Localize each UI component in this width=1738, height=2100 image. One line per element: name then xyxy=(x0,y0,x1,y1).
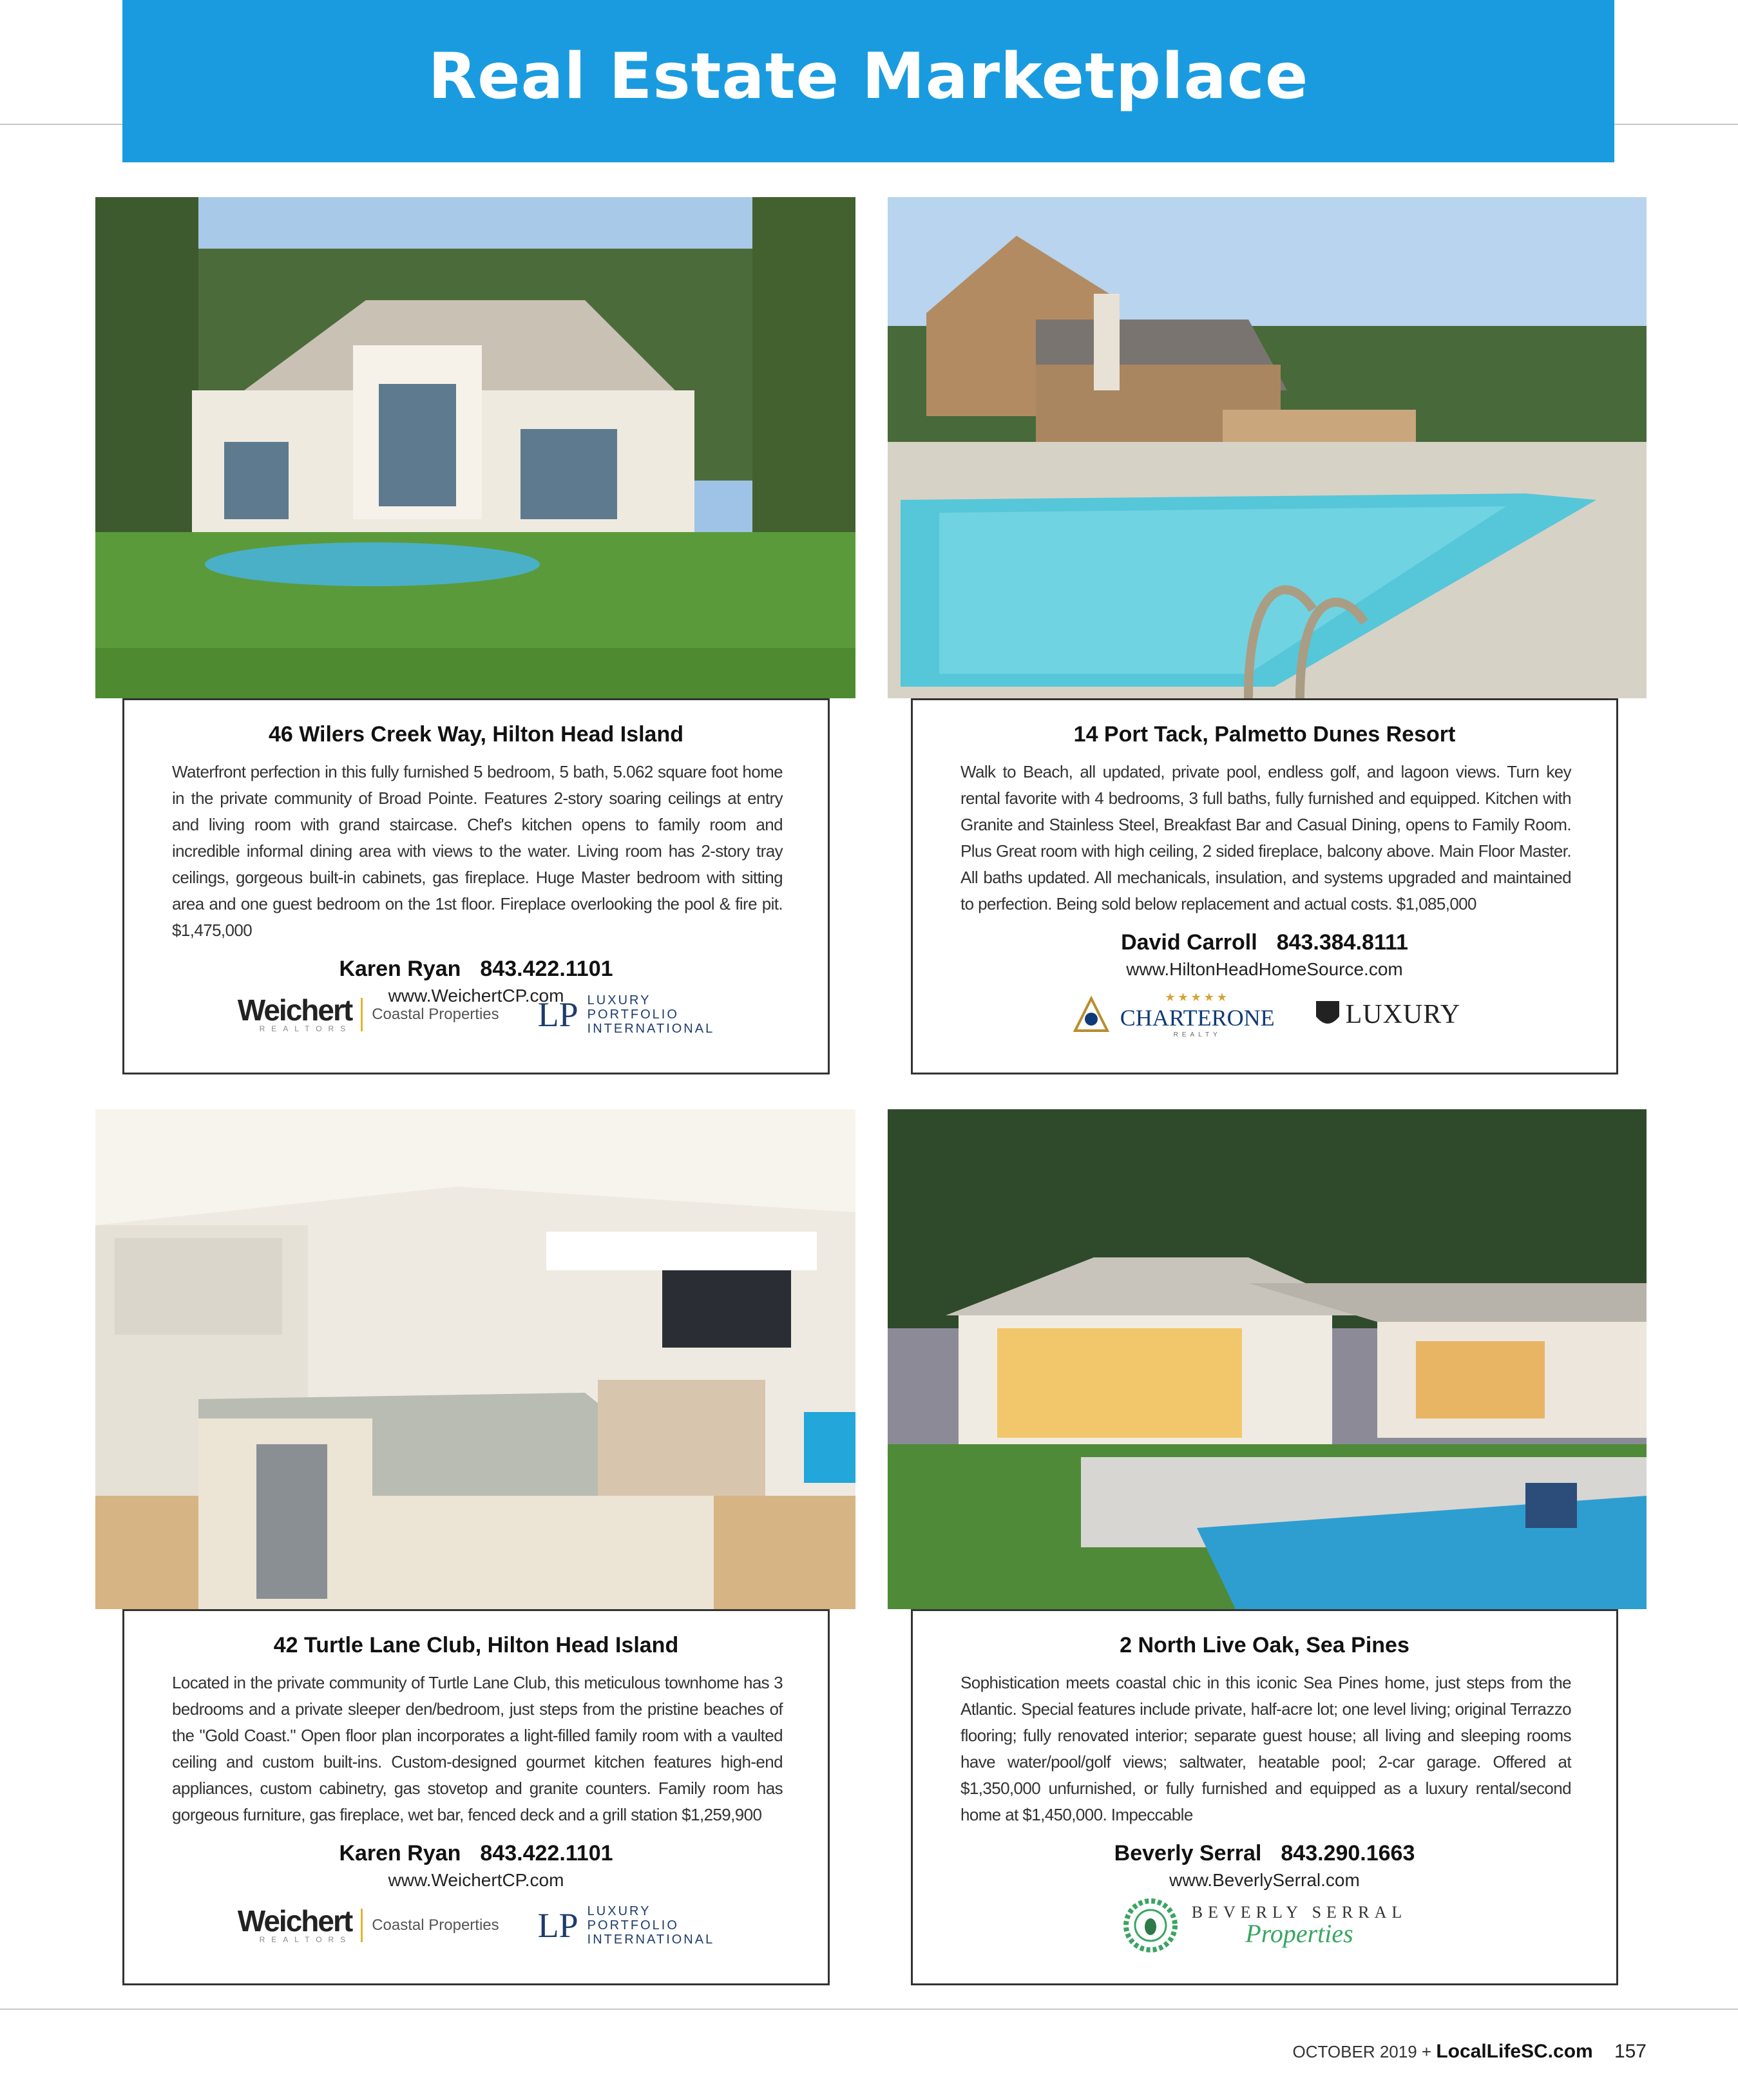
agent-website-link[interactable]: www.HiltonHeadHomeSource.com xyxy=(1126,959,1403,979)
sextant-icon xyxy=(1069,992,1114,1037)
lion-crest-icon xyxy=(1313,997,1342,1032)
agent-name: David Carroll xyxy=(1121,930,1257,955)
luxury-portfolio-logo xyxy=(538,993,715,1036)
page-number: 157 xyxy=(1614,2041,1647,2062)
charterone-wordmark: CHARTERONE xyxy=(1120,1005,1275,1031)
bee-emblem-icon xyxy=(1122,1897,1179,1954)
lpi-line-3: INTERNATIONAL xyxy=(587,1022,715,1036)
agent-name: Beverly Serral xyxy=(1114,1841,1262,1866)
listing-address: 2 North Live Oak, Sea Pines xyxy=(1120,1633,1409,1657)
properties-script: Properties xyxy=(1245,1918,1353,1948)
agent-phone[interactable]: 843.422.1101 xyxy=(480,1841,613,1866)
weichert-sub: REALTORS xyxy=(259,1024,352,1033)
agent-name: Karen Ryan xyxy=(339,1841,461,1866)
listing-description: Walk to Beach, all updated, private pool, endless golf, and lagoon views. Turn key rental favorite with 4 bedrooms, 3 full baths, fully furnished and equipped. Kitchen with Granite and Stainless Steel, Breakfast Bar and Casual Dining, opens to Family Room. Plus Great room with high ceiling, 2 sided fireplace, balcony above. Main Floor Master. All baths updated. All mechanicals, insulation, and systems upgraded and maintained to perfection. Being sold below replacement and actual costs. $1,085,000 xyxy=(960,762,1571,913)
weichert-wordmark: Weichert xyxy=(237,1904,352,1938)
weichert-logo xyxy=(237,993,499,1033)
logo-divider xyxy=(361,998,363,1031)
brokerage-logos xyxy=(913,982,1616,1047)
weichert-division: Coastal Properties xyxy=(372,1916,499,1934)
section-title: Real Estate Marketplace xyxy=(428,40,1309,113)
weichert-division: Coastal Properties xyxy=(372,1006,499,1023)
listing-photo-3 xyxy=(95,1109,855,1609)
agent-phone[interactable]: 843.422.1101 xyxy=(480,957,613,981)
agent-phone[interactable]: 843.384.8111 xyxy=(1276,930,1408,955)
lpi-line-1: LUXURY xyxy=(587,993,651,1007)
luxury-portfolio-logo xyxy=(538,1904,715,1947)
page-footer xyxy=(1293,2041,1647,2063)
charterone-logo xyxy=(1069,991,1275,1038)
listing-address: 14 Port Tack, Palmetto Dunes Resort xyxy=(1073,722,1456,747)
agent-contact xyxy=(913,1841,1616,1866)
listing-photo-4 xyxy=(888,1109,1647,1609)
listing-card-2 xyxy=(911,698,1618,1074)
agent-phone[interactable]: 843.290.1663 xyxy=(1281,1841,1415,1866)
lpi-line-1: LUXURY xyxy=(587,1904,651,1918)
star-icon: ★★★★★ xyxy=(1165,991,1230,1004)
weichert-sub: REALTORS xyxy=(259,1935,352,1944)
listing-card-4 xyxy=(911,1609,1618,1985)
bottom-rule xyxy=(0,2009,1738,2010)
site-link[interactable]: LocalLifeSC.com xyxy=(1436,2041,1593,2062)
lpi-line-2: PORTFOLIO xyxy=(587,1918,679,1933)
weichert-logo xyxy=(237,1904,499,1944)
beverly-serral-wordmark: BEVERLY SERRAL xyxy=(1191,1902,1408,1922)
agent-website-link[interactable]: www.WeichertCP.com xyxy=(388,1870,564,1890)
listing-address: 46 Wilers Creek Way, Hilton Head Island xyxy=(268,722,683,747)
listing-description: Located in the private community of Turtle Lane Club, this meticulous townhome has 3 bedrooms and a private sleeper den/bedroom, just steps from the pristine beaches of the "Gold Coast." Open floor plan incorporates a light-filled family room with a vaulted ceiling and custom built-ins. Custom-designed gourmet kitchen features high-end appliances, custom cabinetry, gas stovetop and granite counters. Family room has gorgeous furniture, gas fireplace, wet bar, fenced deck and a grill station $1,259,900 xyxy=(172,1673,783,1824)
brokerage-logos xyxy=(124,1893,828,1958)
agent-website-link[interactable]: www.BeverlySerral.com xyxy=(1169,1870,1360,1890)
listing-address: 42 Turtle Lane Club, Hilton Head Island xyxy=(273,1633,679,1657)
lp-monogram-icon: LP xyxy=(537,995,578,1034)
luxury-wordmark: LUXURY xyxy=(1345,1000,1461,1029)
listing-description: Sophistication meets coastal chic in this iconic Sea Pines home, just steps from the Atlantic. Special features include private, half-acre lot; one level living; original Terrazzo flooring; fully renovated interior; separate guest house; all living and sleeping rooms have water/pool/golf views; saltwater, heatable pool; 2-car garage. Offered at $1,350,000 unfurnished, or fully furnished and equipped as a luxury rental/second home at $1,450,000. Impeccable xyxy=(960,1673,1571,1824)
listing-description: Waterfront perfection in this fully furnished 5 bedroom, 5 bath, 5.062 square foot home in the private community of Broad Pointe. Features 2-story soaring ceilings at entry and living room with grand staircase. Chef's kitchen opens to family room and incredible informal dining area with views to the water. Living room has 2-story tray ceilings, gorgeous built-in cabinets, gas fireplace. Huge Master bedroom with sitting area and one guest bedroom on the 1st floor. Fireplace overlooking the pool & fire pit. $1,475,000 xyxy=(172,762,783,940)
agent-contact xyxy=(124,1841,828,1866)
charterone-sub: REALTY xyxy=(1173,1031,1221,1038)
brokerage-logos xyxy=(124,982,828,1047)
brokerage-logos xyxy=(913,1893,1616,1958)
section-header xyxy=(122,0,1614,162)
agent-contact xyxy=(124,957,828,982)
beverly-serral-logo xyxy=(1122,1897,1408,1954)
listing-photo-2 xyxy=(888,197,1647,698)
agent-website-link[interactable]: www.WeichertCP.com xyxy=(388,986,564,1006)
listing-card-1 xyxy=(122,698,830,1074)
lp-monogram-icon: LP xyxy=(537,1906,578,1945)
issue-date: OCTOBER 2019 + xyxy=(1292,2042,1432,2061)
weichert-wordmark: Weichert xyxy=(237,993,352,1027)
agent-contact xyxy=(913,930,1616,955)
lpi-line-2: PORTFOLIO xyxy=(587,1007,679,1022)
listing-photo-1 xyxy=(95,197,855,698)
lpi-line-3: INTERNATIONAL xyxy=(587,1933,715,1947)
logo-divider xyxy=(361,1909,363,1942)
luxury-logo xyxy=(1313,997,1461,1032)
listing-card-3 xyxy=(122,1609,830,1985)
agent-name: Karen Ryan xyxy=(339,957,461,981)
